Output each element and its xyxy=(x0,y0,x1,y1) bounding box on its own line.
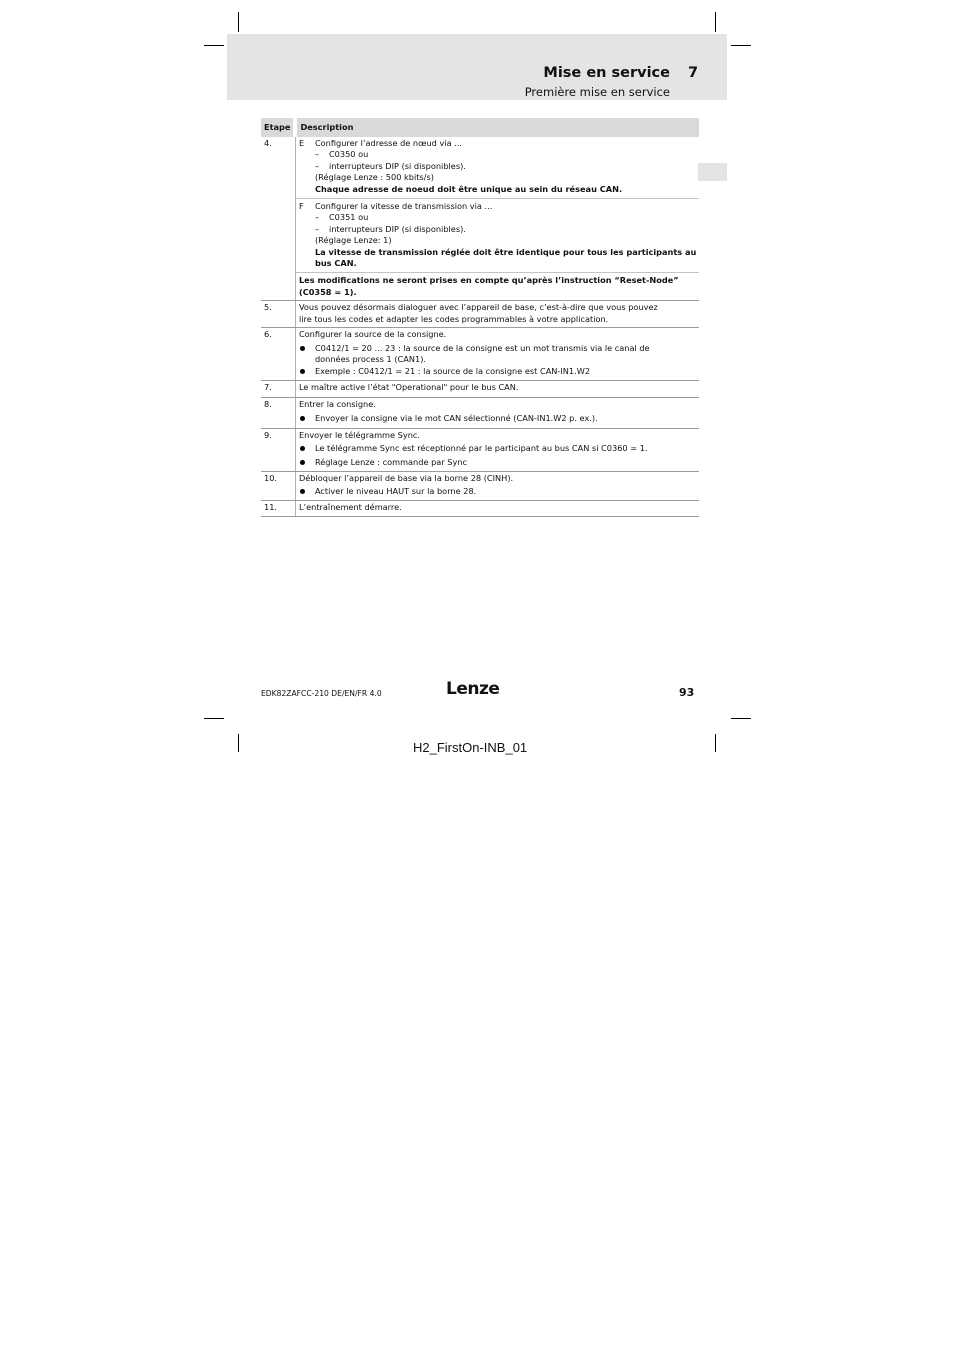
text-line: Envoyer la consigne via le mot CAN sélectionné (CAN-IN1.W2 p. ex.). xyxy=(314,412,598,423)
crop-mark xyxy=(204,45,224,46)
text-line: C0412/1 = 20 ... 23 : la source de la consigne est un mot transmis via le canal de xyxy=(314,342,650,353)
text-line: Configurer la vitesse de transmission via ... xyxy=(314,201,493,212)
text-line: L’entraînement démarre. xyxy=(298,501,402,512)
text-line: (Réglage Lenze : 500 kbits/s) xyxy=(314,172,434,183)
bullet-icon xyxy=(300,489,305,494)
bullet-icon xyxy=(300,416,305,421)
step-number: 5. xyxy=(261,301,295,328)
text-line: C0351 ou xyxy=(328,212,369,223)
bullet-icon xyxy=(300,369,305,374)
sub-step-letter: F xyxy=(298,201,304,212)
step-description xyxy=(295,273,699,301)
table-row xyxy=(261,472,699,501)
step-number: 9. xyxy=(261,428,295,471)
text-line: Débloquer l’appareil de base via la borne 28 (CINH). xyxy=(298,473,514,484)
text-line: Configurer la source de la consigne. xyxy=(298,329,447,340)
sub-step-letter: E xyxy=(298,138,305,148)
step-description xyxy=(295,380,699,397)
text-line: (Réglage Lenze: 1) xyxy=(314,235,392,246)
step-number: 4. xyxy=(261,137,295,301)
bullet-icon xyxy=(300,346,305,351)
column-header-step: Etape xyxy=(261,118,295,137)
lenze-logo: Lenze xyxy=(446,679,500,699)
text-line: Entrer la consigne. xyxy=(298,399,376,410)
note-text: Chaque adresse de noeud doit être unique au sein du réseau CAN. xyxy=(314,183,623,194)
text-line: lire tous les codes et adapter les codes programmables à votre application. xyxy=(298,313,609,324)
step-description xyxy=(295,428,699,471)
step-description xyxy=(295,137,699,199)
table-header-row xyxy=(261,118,699,137)
dash-marker: – xyxy=(314,212,320,223)
crop-mark xyxy=(238,12,239,32)
note-text: Les modifications ne seront prises en compte qu’après l’instruction “Reset-Node” xyxy=(298,275,679,286)
note-text: La vitesse de transmission réglée doit être identique pour tous les participants au xyxy=(314,246,697,257)
step-description xyxy=(295,472,699,501)
bullet-icon xyxy=(300,446,305,451)
text-line: Le maître active l’état "Operational" pour le bus CAN. xyxy=(298,381,519,392)
table-row xyxy=(261,137,699,199)
step-description xyxy=(295,328,699,381)
crop-mark xyxy=(238,734,239,752)
crop-mark xyxy=(731,718,751,719)
table-row xyxy=(261,398,699,429)
step-number: 10. xyxy=(261,472,295,501)
text-line: Vous pouvez désormais dialoguer avec l’appareil de base, c’est-à-dire que vous pouvez xyxy=(298,302,658,313)
page-number: 93 xyxy=(679,686,695,699)
crop-mark xyxy=(731,45,751,46)
note-text: (C0358 = 1). xyxy=(298,286,357,297)
step-description xyxy=(295,199,699,273)
step-number: 7. xyxy=(261,380,295,397)
bullet-icon xyxy=(300,460,305,465)
text-line: Exemple : C0412/1 = 21 : la source de la consigne est CAN-IN1.W2 xyxy=(314,366,591,377)
table-row xyxy=(261,500,699,516)
job-name-label: H2_FirstOn-INB_01 xyxy=(413,740,528,755)
text-line: Envoyer le télégramme Sync. xyxy=(298,429,421,440)
note-text: bus CAN. xyxy=(314,258,357,269)
text-line: Le télégramme Sync est réceptionné par le participant au bus CAN si C0360 = 1. xyxy=(314,443,648,454)
chapter-number: 7 xyxy=(688,65,699,81)
crop-mark xyxy=(715,12,716,32)
section-subtitle: Première mise en service xyxy=(524,85,670,99)
procedure-table xyxy=(261,118,699,517)
step-description xyxy=(295,301,699,328)
step-description xyxy=(295,500,699,516)
table-row xyxy=(261,301,699,328)
text-line: Réglage Lenze : commande par Sync xyxy=(314,456,468,467)
column-header-description: Description xyxy=(295,118,699,137)
step-description xyxy=(295,398,699,429)
text-line: Configurer l’adresse de nœud via ... xyxy=(314,138,463,148)
crop-mark xyxy=(715,734,716,752)
thumb-index-tab xyxy=(698,163,727,181)
text-line: C0350 ou xyxy=(328,149,369,160)
table-row xyxy=(261,199,699,273)
table-row xyxy=(261,380,699,397)
table-row xyxy=(261,273,699,301)
dash-marker: – xyxy=(314,160,320,171)
step-number: 11. xyxy=(261,500,295,516)
text-line: Activer le niveau HAUT sur la borne 28. xyxy=(314,485,477,496)
dash-marker: – xyxy=(314,223,320,234)
crop-mark xyxy=(204,718,224,719)
step-number: 8. xyxy=(261,398,295,429)
text-line: données process 1 (CAN1). xyxy=(314,353,426,364)
step-number: 6. xyxy=(261,328,295,381)
table-row xyxy=(261,428,699,471)
document-id: EDK82ZAFCC-210 DE/EN/FR 4.0 xyxy=(261,689,382,698)
table-row xyxy=(261,328,699,381)
text-line: interrupteurs DIP (si disponibles). xyxy=(328,223,466,234)
text-line: interrupteurs DIP (si disponibles). xyxy=(328,160,466,171)
dash-marker: – xyxy=(314,149,320,160)
chapter-title: Mise en service xyxy=(543,65,670,81)
